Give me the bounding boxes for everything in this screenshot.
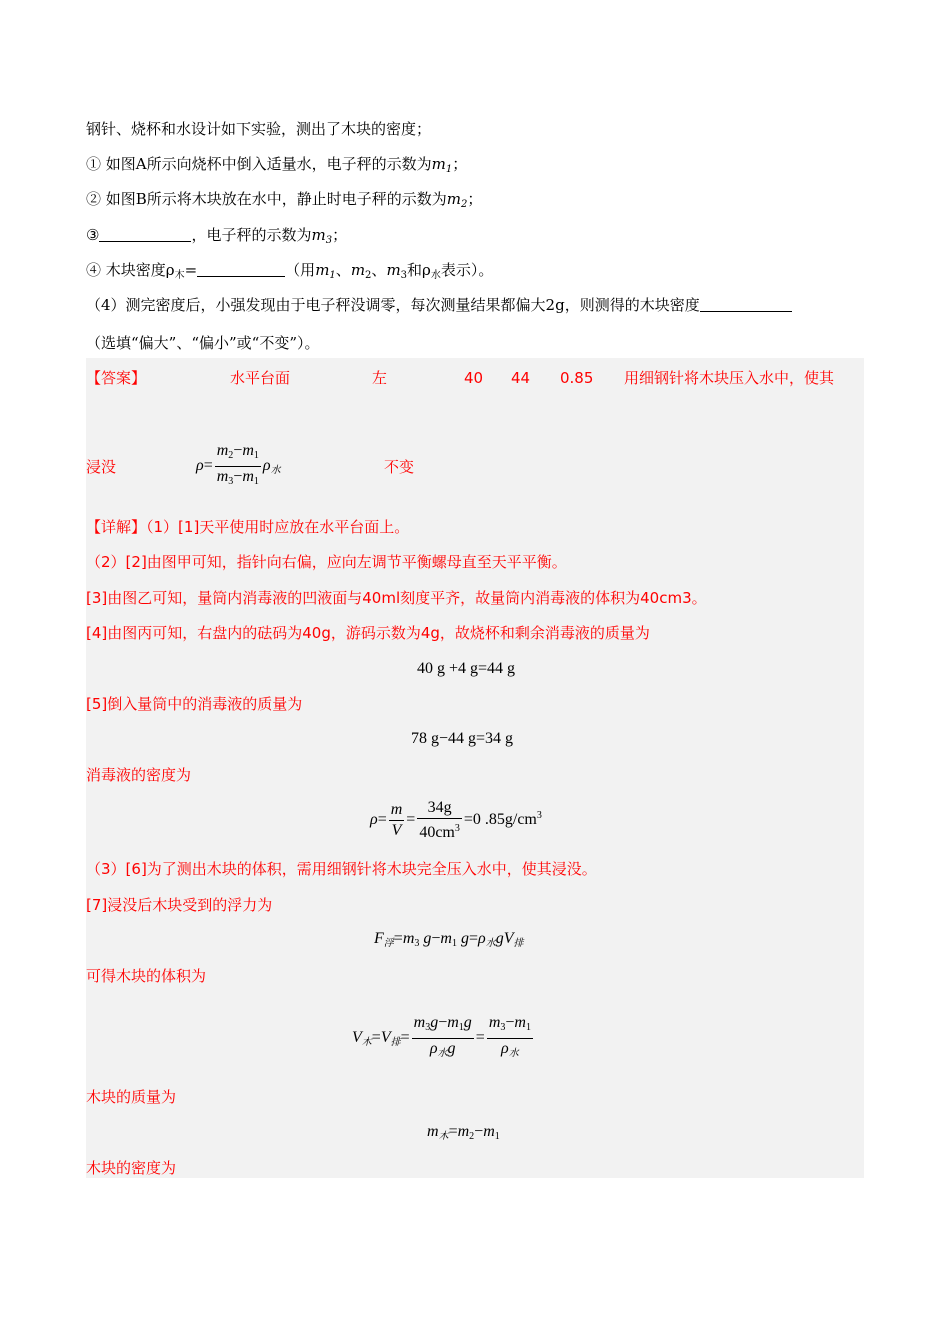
answer-formula: ρ= $\frac{m_2-m_1}{m_3-m_1}$ $\rho_水$ bbox=[196, 442, 281, 487]
question-part-4: （4）测完密度后，小强发现由于电子秤没调零，每次测量结果都偏大2g，则测得的木块密度 bbox=[86, 295, 792, 315]
answer-line2-end: 不变 bbox=[384, 458, 415, 476]
blank-density[interactable] bbox=[197, 262, 285, 277]
detail-line-3: [3]由图乙可知，量筒内消毒液的凹液面与40ml刻度平齐，故量筒内消毒液的体积为40cm3。 bbox=[86, 589, 707, 607]
detail-line-10: 木块的质量为 bbox=[86, 1088, 177, 1106]
question-part-4-options: （选填“偏大”、“偏小”或“不变”）。 bbox=[86, 334, 320, 352]
answer-item-1: 水平台面 bbox=[230, 369, 291, 387]
equation-buoyancy: $F_浮=m_3$ $g-m_1$ $g=\rho_水gV_排$ bbox=[374, 930, 524, 949]
answer-item-6: 用细钢针将木块压入水中，使其 bbox=[624, 369, 835, 387]
question-step-1: ① 如图A所示向烧杯中倒入适量水，电子秤的示数为$m_1$； bbox=[86, 155, 468, 175]
detail-line-4: [4]由图丙可知，右盘内的砝码为40g，游码示数为4g，故烧杯和剩余消毒液的质量为 bbox=[86, 624, 650, 642]
equation-2: 78 g−44 g=34 g bbox=[411, 730, 514, 747]
detail-line-6: 消毒液的密度为 bbox=[86, 766, 192, 784]
detail-line-11: 木块的密度为 bbox=[86, 1159, 177, 1177]
answer-label: 【答案】 bbox=[86, 369, 147, 387]
detail-line-1: 【详解】（1）[1]天平使用时应放在水平台面上。 bbox=[86, 518, 410, 536]
blank-step-3[interactable] bbox=[99, 227, 191, 242]
answer-item-3: 40 bbox=[464, 369, 484, 387]
detail-line-2: （2）[2]由图甲可知，指针向右偏，应向左调节平衡螺母直至天平平衡。 bbox=[86, 553, 567, 571]
question-step-2: ② 如图B所示将木块放在水中，静止时电子秤的示数为$m_2$； bbox=[86, 190, 483, 210]
blank-part-4[interactable] bbox=[700, 297, 792, 312]
answer-line2-start: 浸没 bbox=[86, 458, 117, 476]
equation-volume: $V_木=V_排=$ $\frac{m_3g-m_1g}{\rho_水g}$ = $\frac{m_3-m_1}{\rho_水}$ bbox=[352, 1014, 531, 1059]
detail-line-7: （3）[6]为了测出木块的体积，需用细钢针将木块完全压入水中，使其浸没。 bbox=[86, 860, 597, 878]
answer-item-2: 左 bbox=[372, 369, 388, 387]
answer-item-5: 0.85 bbox=[560, 369, 594, 387]
detail-line-5: [5]倒入量筒中的消毒液的质量为 bbox=[86, 695, 303, 713]
question-step-3: ③ ，电子秤的示数为$m_3$； bbox=[86, 226, 348, 246]
detail-line-9: 可得木块的体积为 bbox=[86, 967, 207, 985]
equation-density: ρ= $\frac{m}{V}$ = $\frac{34g}{40cm^3}$ =0 $.85g/cm^3$ bbox=[370, 799, 542, 841]
question-step-4: ④ 木块密度$\rho_木=$ （用$m_1$、$m_2$、$m_3$和$\rho_水$表示）。 bbox=[86, 261, 494, 281]
question-intro: 钢针、烧杯和水设计如下实验，测出了木块的密度； bbox=[86, 120, 432, 138]
equation-mass: $m_木=m_2-m_1$ bbox=[427, 1123, 500, 1142]
equation-1: 40 g +4 g=44 g bbox=[417, 660, 516, 677]
detail-line-8: [7]浸没后木块受到的浮力为 bbox=[86, 896, 273, 914]
answer-item-4: 44 bbox=[511, 369, 531, 387]
